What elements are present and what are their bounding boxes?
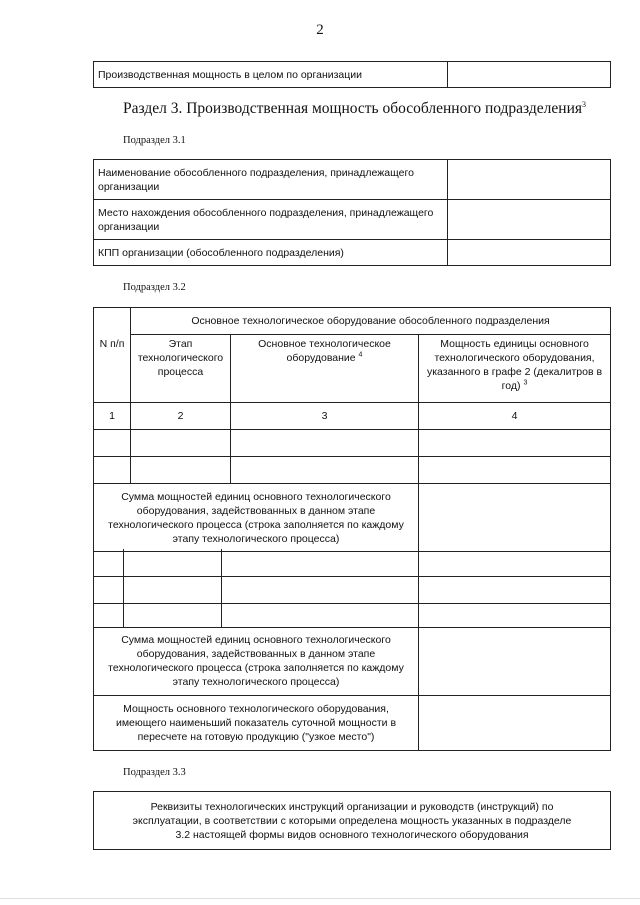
table-row	[94, 430, 611, 457]
equipment-group-header: Основное технологическое оборудование обособленного подразделения	[131, 308, 611, 335]
table-cell[interactable]	[131, 457, 231, 484]
table-cell[interactable]	[419, 549, 611, 576]
unit-location-label: Место нахождения обособленного подразделения, принадлежащего организации	[94, 200, 448, 240]
unit-location-value[interactable]	[448, 200, 611, 240]
table-cell[interactable]	[94, 603, 124, 627]
table-cell[interactable]	[222, 549, 419, 576]
table-cell[interactable]	[419, 457, 611, 484]
header-spacer	[94, 308, 131, 335]
table-cell[interactable]	[94, 430, 131, 457]
sum-value-1[interactable]	[419, 484, 611, 552]
sum-label-2: Сумма мощностей единиц основного технологического оборудования, задействованных в данном этапе технологического процесса (строка заполняется по каждому этапу технологического процесса)	[94, 627, 419, 695]
sum-value-2[interactable]	[419, 627, 611, 695]
capacity-value-cell[interactable]	[448, 62, 611, 88]
col-capacity-text: Мощность единицы основного технологического оборудования, указанного в графе 2 (декалитров в год)	[426, 338, 603, 392]
instructions-text: Реквизиты технологических инструкций организации и руководств (инструкций) по эксплуатации, в соответствии с которыми определена мощность указанных в подразделе 3.2 настоящей формы видов основного технологического оборудования	[94, 792, 611, 850]
section-3-footnote-ref: 3	[582, 100, 586, 109]
col-equipment-text: Основное технологическое оборудование	[258, 338, 391, 364]
col-equipment-footnote: 4	[358, 351, 363, 359]
subsection-3-1-table	[93, 159, 611, 266]
col-stage-header: Этап технологического процесса	[131, 335, 231, 403]
table-row	[94, 576, 611, 603]
page-number: 2	[316, 22, 324, 38]
bottleneck-label: Мощность основного технологического оборудования, имеющего наименьший показатель суточной мощности в пересчете на готовую продукцию ("узкое место")	[94, 695, 419, 750]
capacity-table	[93, 61, 611, 88]
subsection-3-3-table	[93, 791, 611, 850]
capacity-label: Производственная мощность в целом по организации	[94, 62, 448, 88]
table-row	[94, 457, 611, 484]
col-number-4: 4	[419, 403, 611, 430]
table-cell[interactable]	[231, 457, 419, 484]
col-number-1: 1	[94, 403, 131, 430]
sum-label-1: Сумма мощностей единиц основного технологического оборудования, задействованных в данном этапе технологического процесса (строка заполняется по каждому этапу технологического процесса)	[94, 484, 419, 552]
table-row	[94, 549, 611, 576]
table-row	[94, 603, 611, 627]
section-3-title	[123, 100, 586, 118]
section-3-title-text: Раздел 3. Производственная мощность обособленного подразделения	[123, 100, 582, 118]
table-cell[interactable]	[94, 457, 131, 484]
table-cell[interactable]	[419, 430, 611, 457]
table-cell[interactable]	[419, 603, 611, 627]
table-cell[interactable]	[124, 549, 222, 576]
col-number-header: N п/п	[94, 335, 131, 403]
table-cell[interactable]	[419, 576, 611, 603]
table-cell[interactable]	[124, 603, 222, 627]
col-number-2: 2	[131, 403, 231, 430]
equipment-table	[93, 307, 611, 552]
subsection-3-3-label: Подраздел 3.3	[123, 767, 186, 778]
table-cell[interactable]	[131, 430, 231, 457]
kpp-value[interactable]	[448, 240, 611, 266]
col-equipment-header	[231, 335, 419, 403]
col-capacity-footnote: 3	[523, 379, 528, 387]
unit-name-value[interactable]	[448, 160, 611, 200]
col-number-3: 3	[231, 403, 419, 430]
page-bottom-edge	[0, 898, 640, 899]
table-cell[interactable]	[124, 576, 222, 603]
subsection-3-2-label: Подраздел 3.2	[123, 282, 186, 293]
table-cell[interactable]	[94, 576, 124, 603]
table-cell[interactable]	[222, 603, 419, 627]
subsection-3-1-label: Подраздел 3.1	[123, 135, 186, 146]
unit-name-label: Наименование обособленного подразделения, принадлежащего организации	[94, 160, 448, 200]
equipment-table-second	[93, 549, 611, 751]
kpp-label: КПП организации (обособленного подразделения)	[94, 240, 448, 266]
col-capacity-header	[419, 335, 611, 403]
bottleneck-value[interactable]	[419, 695, 611, 750]
table-cell[interactable]	[231, 430, 419, 457]
table-cell[interactable]	[94, 549, 124, 576]
table-cell[interactable]	[222, 576, 419, 603]
